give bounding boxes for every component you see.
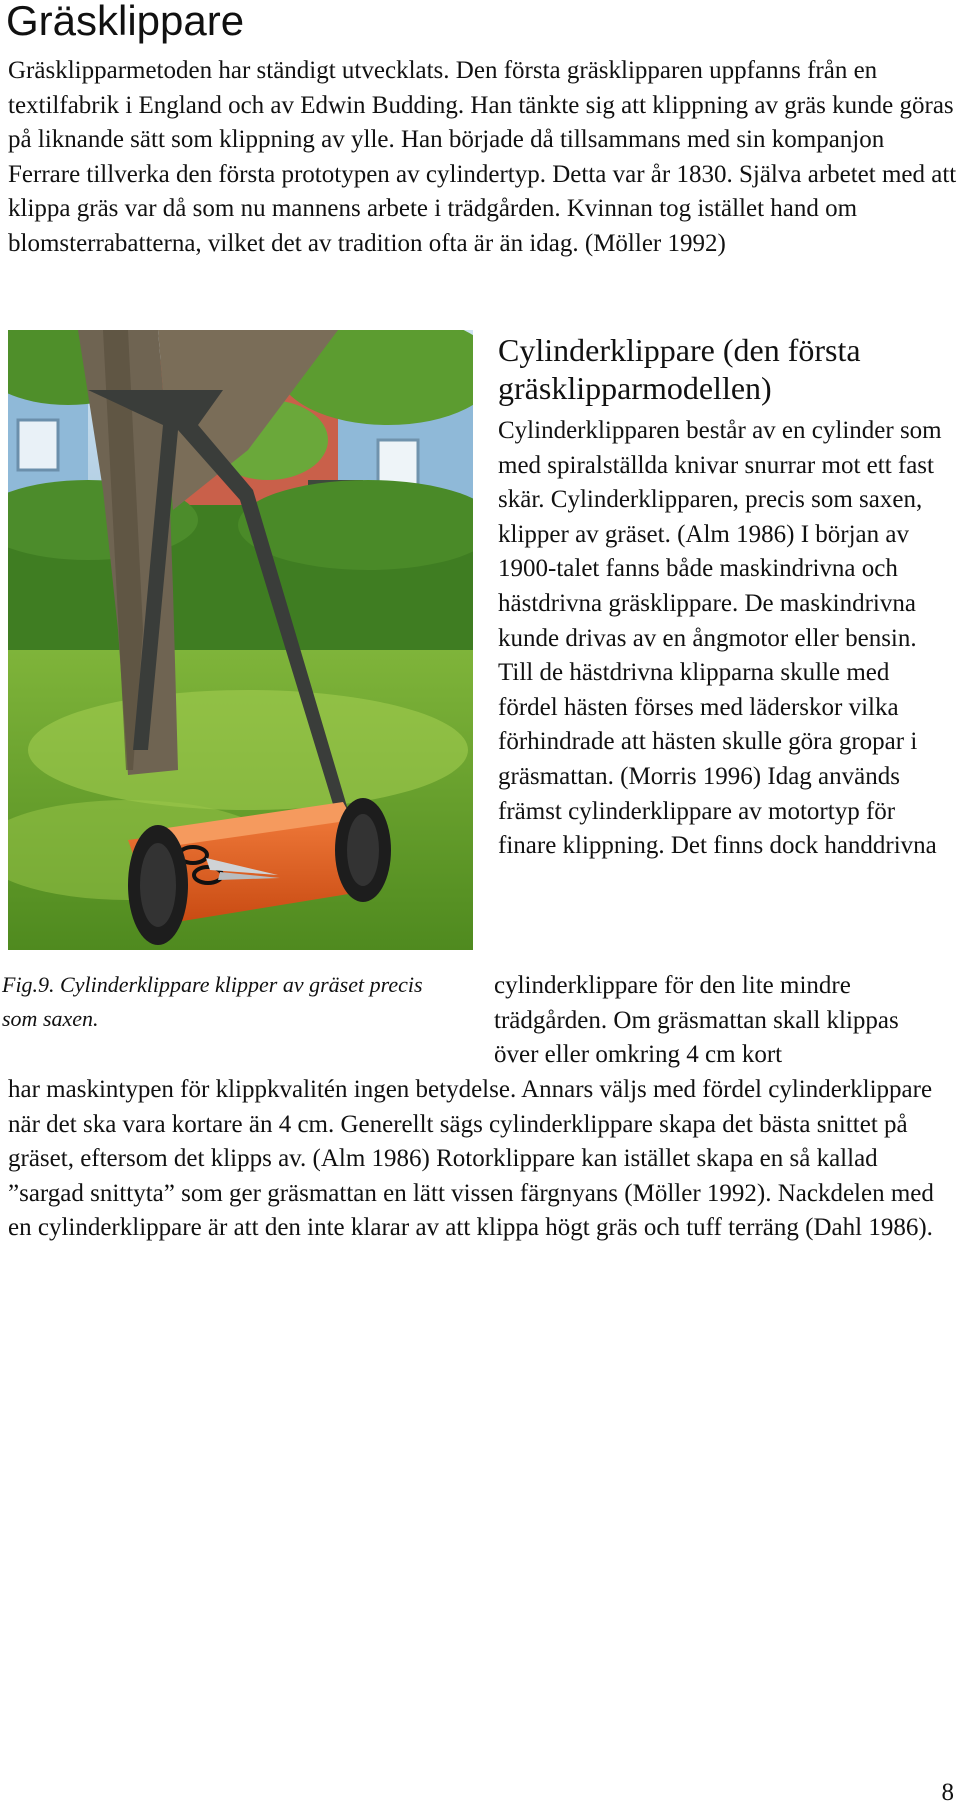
figure-caption: Fig.9. Cylinderklippare klipper av gräset precis som saxen. — [2, 972, 423, 1031]
page-number: 8 — [941, 1779, 954, 1806]
intro-paragraph: Gräsklipparmetoden har ständigt utvecklats. Den första gräsklipparen uppfanns från en textilfabrik i England och av Edwin Budding. Han tänkte sig att klippning av gräs kunde göras på liknande sätt som klippning av ylle. Han började då tillsammans med sin kompanjon Ferrare tillverka den första prototypen av cylindertyp. Detta var år 1830. Själva arbetet med att klippa gräs var då som nu mannens arbete i trädgården. Kvinnan tog istället hand om blomsterrabatterna, vilket det av tradition ofta är än idag. (Möller 1992) — [8, 57, 957, 257]
page-title: Gräsklippare — [6, 0, 245, 44]
section-heading: Cylinderklippare (den första gräsklipparmodellen) — [498, 332, 861, 406]
section-side-tail: cylinderklippare för den lite mindre trädgården. Om gräsmattan skall klippas över eller omkring 4 cm kort — [494, 972, 899, 1069]
section-side-text: Cylinderklipparen består av en cylinder som med spiralställda knivar snurrar mot ett fast skär. Cylinderklipparen, precis som saxen, klipper av gräset. (Alm 1986) I början av 1900-talet fanns både maskindrivna och hästdrivna gräsklippare. De maskindrivna kunde drivas av en ångmotor eller bensin. Till de hästdrivna klipparna skulle med fördel hästen förses med läderskor vilka förhindrade att hästen skulle göra gropar i gräsmattan. (Morris 1996) Idag används främst cylinderklippare av motortyp för finare klippning. Det finns dock handdrivna — [498, 417, 942, 860]
section-continuation: har maskintypen för klippkvalitén ingen betydelse. Annars väljs med fördel cylinderklippare när det ska vara kortare än 4 cm. Generellt sägs cylinderklippare skapa det bästa snittet på gräset, eftersom det klipps av. (Alm 1986) Rotorklippare kan istället skapa en så kallad ”sargad snittyta” som ger gräsmattan en lätt vissen färgnyans (Möller 1992). Nackdelen med en cylinderklippare är att den inte klarar av att klippa högt gräs och tuff terräng (Dahl 1986). — [8, 1076, 934, 1242]
lawnmower-photo — [8, 330, 473, 950]
